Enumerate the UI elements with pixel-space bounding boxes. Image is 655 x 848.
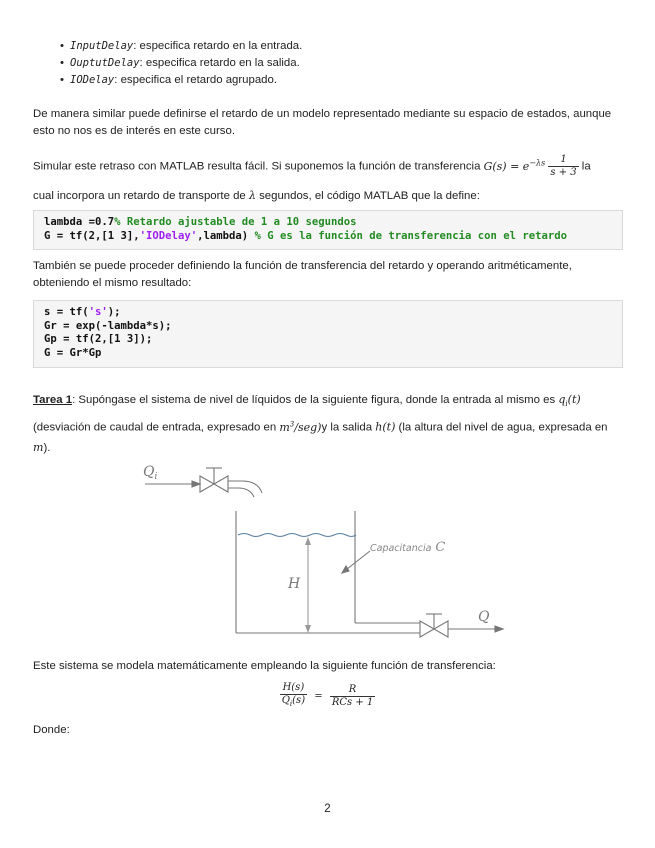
text: : Supóngase el sistema de nivel de líquidos de la siguiente figura, donde la entrada al mismo es: [72, 394, 556, 406]
equals-sign: =: [314, 690, 323, 702]
property-name: IODelay: [70, 74, 115, 86]
list-item: [60, 55, 302, 72]
capacitance-label: Capacitancia C: [370, 540, 446, 555]
code-text: s = tf(: [44, 306, 89, 318]
unit-meter: m: [33, 440, 44, 454]
task-label: Tarea 1: [33, 394, 73, 406]
unit-rest: /seg): [294, 420, 322, 434]
property-description: : especifica retardo en la salida.: [139, 57, 300, 69]
text: (desviación de caudal de entrada, expresado en: [33, 421, 277, 434]
code-line: Gp = tf(2,[1 3]);: [44, 333, 153, 345]
unit-m: m: [279, 420, 290, 434]
fraction-numerator: 1: [548, 154, 578, 167]
paragraph-transfer-function: [33, 154, 623, 179]
code-block-1: [33, 210, 623, 250]
property-description: : especifica el retardo agrupado.: [114, 74, 277, 86]
tank-diagram: [130, 455, 520, 645]
paragraph-alternative: También se puede proceder definiendo la función de transferencia del retardo y operando aritméticamente, obteniendo el mismo resultado:: [33, 260, 572, 289]
output-variable: h(t): [375, 420, 396, 434]
fraction-denominator: s + 3: [550, 167, 577, 179]
paragraph-transport-delay: [33, 187, 623, 205]
bullet-icon: •: [60, 40, 64, 52]
inlet-elbow: [228, 481, 262, 493]
code-comment: % G es la función de transferencia con el retardo: [254, 229, 568, 242]
fraction: [280, 682, 307, 710]
code-line: [44, 230, 612, 244]
den-sub: i: [289, 700, 293, 708]
code-line: Gr = exp(-lambda*s);: [44, 319, 172, 332]
fraction: [330, 684, 375, 709]
list-item: [60, 72, 302, 89]
fraction-denominator: [280, 695, 307, 710]
paragraph-model: Este sistema se modela matemáticamente empleando la siguiente función de transferencia:: [33, 660, 496, 672]
lambda-symbol: λ: [248, 189, 256, 202]
unit: [279, 421, 321, 434]
h-label: H: [288, 576, 301, 592]
property-description: : especifica retardo en la entrada.: [133, 40, 303, 52]
delay-properties-list: [60, 38, 302, 89]
den-arg: (s): [292, 695, 306, 706]
text: (la altura del nivel de agua, expresada en: [398, 421, 608, 434]
outlet-arrow: [495, 626, 503, 632]
code-string: 'IODelay': [139, 229, 198, 242]
var-arg: (t): [567, 393, 581, 406]
code-text: G = tf(2,[1 3],: [44, 229, 140, 242]
code-line: [44, 216, 612, 230]
den-q: Q: [281, 695, 290, 706]
transfer-function-equation: [0, 682, 655, 710]
code-text: lambda =0.7: [44, 216, 115, 228]
formula: [484, 160, 546, 173]
input-variable: [558, 393, 581, 409]
code-comment: % Retardo ajustable de 1 a 10 segundos: [114, 216, 357, 228]
inlet-valve-icon: [200, 468, 228, 492]
inlet-arrow: [192, 481, 200, 487]
water-surface: [238, 534, 356, 537]
text: Simular este retraso con MATLAB resulta fácil. Si suponemos la función de transferencia: [33, 160, 481, 173]
code-text: );: [107, 306, 121, 318]
property-name: OuptutDelay: [70, 57, 140, 69]
var-sub: i: [565, 400, 568, 409]
page-number: 2: [324, 803, 331, 815]
code-line: G = Gr*Gp: [44, 346, 102, 359]
outlet-valve-icon: [420, 614, 448, 637]
q-label: Q: [478, 609, 490, 625]
var-q: q: [558, 393, 566, 406]
fraction: [548, 154, 578, 179]
code-block-2: [33, 300, 623, 368]
unit-exponent: 3: [289, 420, 295, 429]
fraction-numerator: R: [330, 684, 375, 697]
text: cual incorpora un retardo de transporte de: [33, 190, 246, 202]
fraction-denominator: RCs + 1: [331, 696, 374, 708]
property-name: InputDelay: [70, 40, 134, 52]
text: segundos, el código MATLAB que la define:: [259, 190, 480, 202]
paragraph-donde: Donde:: [33, 724, 70, 736]
list-item: [60, 38, 302, 55]
code-string: 's': [88, 306, 108, 318]
text: ).: [43, 441, 51, 454]
text: la: [581, 160, 591, 173]
bullet-icon: •: [60, 74, 64, 86]
paragraph-state-space: De manera similar puede definirse el retardo de un modelo representado mediante su espacio de estados, aunque esto no nos es de interés en este curso.: [33, 108, 612, 137]
bullet-icon: •: [60, 57, 64, 69]
formula-left: G(s) = e: [483, 159, 530, 173]
formula-exponent: −λs: [529, 158, 546, 167]
paragraph-tarea: [33, 390, 623, 458]
fraction-numerator: H(s): [280, 682, 307, 695]
code-text: ,lambda): [197, 229, 255, 242]
text: y la salida: [321, 421, 373, 434]
qi-label: $Q_i$: [143, 464, 158, 482]
code-line: [44, 306, 612, 320]
